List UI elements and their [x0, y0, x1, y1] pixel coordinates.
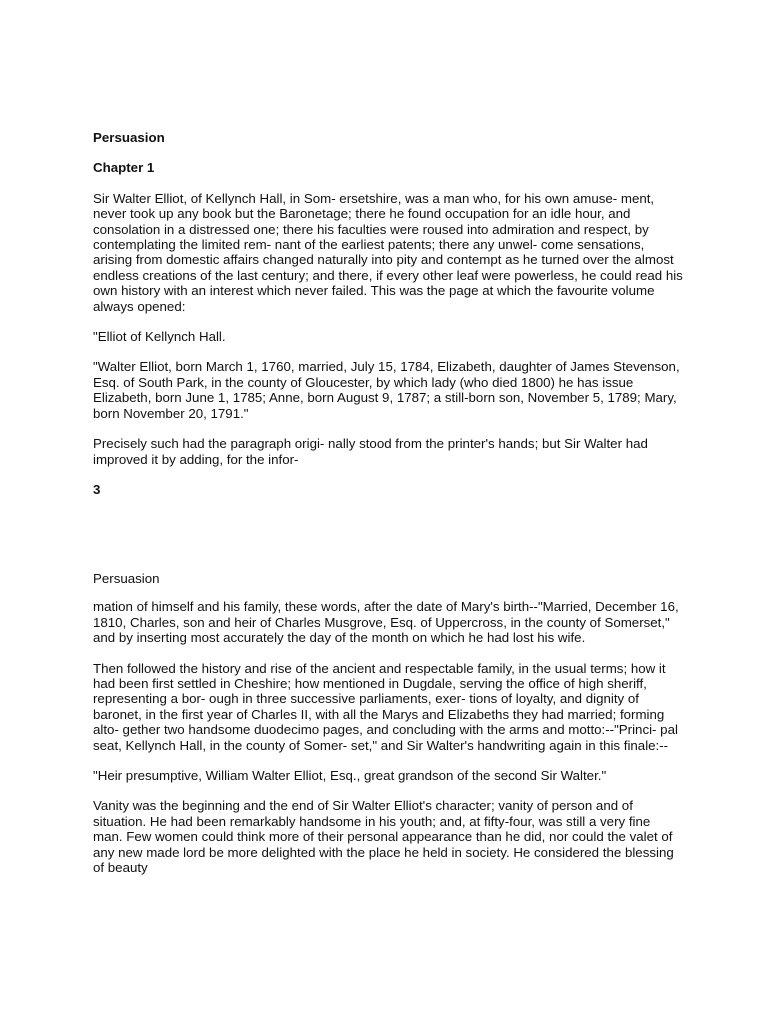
running-head: Persuasion [93, 571, 160, 586]
paragraph: "Heir presumptive, William Walter Elliot, Esq., great grandson of the second Sir Walter." [93, 768, 607, 784]
paragraph: "Elliot of Kellynch Hall. [93, 329, 226, 345]
paragraph: Then followed the history and rise of the ancient and respectable family, in the usual terms; how it had been first settled in Cheshire; how mentioned in Dugdale, serving the office of high sheriff, representing a bor- ough in three successive parliaments, exer- tions of loyalty, and dignity of baronet, in the first year of Charles II, with all the Marys and Elizabeths they had married; forming alto- gether two handsome duodecimo pages, and concluding with the arms and motto:--"Princi- pal seat, Kellynch Hall, in the county of Somer- set," and Sir Walter's handwriting again in this finale:-- [93, 660, 678, 753]
paragraph: Sir Walter Elliot, of Kellynch Hall, in Som- ersetshire, was a man who, for his own amuse- ment, never took up any book but the Baronetage; there he found occupation for an idle hour, and consolation in a distressed one; there his faculties were roused into admiration and respect, by contemplating the limited rem- nant of the earliest patents; there any unwel- come sensations, arising from domestic affairs changed naturally into pity and contempt as he turned over the almost endless creations of the last century; and there, if every other leaf were powerless, he could read his own history with an interest which never failed. This was the page at which the favourite volume always opened: [93, 190, 683, 314]
page-one [93, 130, 683, 497]
paragraph: Vanity was the beginning and the end of Sir Walter Elliot's character; vanity of person and of situation. He had been remarkably handsome in his youth; and, at fifty-four, was still a very fine man. Few women could think more of their personal appearance than he did, nor could the valet of any new made lord be more delighted with the place he held in society. He considered the blessing of beauty [93, 798, 674, 876]
book-title: Persuasion [93, 130, 165, 145]
chapter-heading: Chapter 1 [93, 160, 155, 176]
paragraph: Precisely such had the paragraph origi- nally stood from the printer's hands; but Sir Walter had improved it by adding, for the infor- [93, 436, 648, 467]
paragraph: mation of himself and his family, these words, after the date of Mary's birth--"Married, December 16, 1810, Charles, son and heir of Charles Musgrove, Esq. of Uppercross, in the county of Somerset," and by inserting most accurately the day of the month on which he had lost his wife. [93, 599, 679, 646]
paragraph: "Walter Elliot, born March 1, 1760, married, July 15, 1784, Elizabeth, daughter of James Stevenson, Esq. of South Park, in the county of Gloucester, by which lady (who died 1800) he has issue Elizabeth, born June 1, 1785; Anne, born August 9, 1787; a still-born son, November 5, 1789; Mary, born November 20, 1791." [93, 359, 680, 421]
page-number: 3 [93, 481, 101, 497]
page-two [93, 571, 683, 891]
